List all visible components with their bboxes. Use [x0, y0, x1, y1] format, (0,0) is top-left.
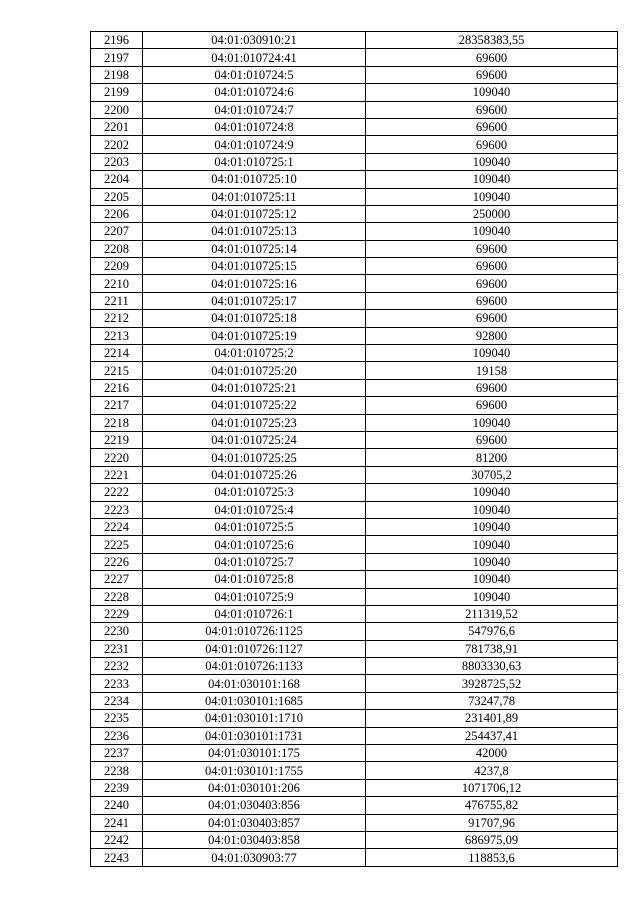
cadastral-number-cell: 04:01:010725:7 — [143, 553, 366, 570]
table-row — [91, 118, 618, 135]
cadastral-number-cell: 04:01:010726:1 — [143, 605, 366, 622]
row-number-cell: 2220 — [91, 449, 143, 466]
table-row — [91, 327, 618, 344]
table-row — [91, 153, 618, 170]
row-number-cell: 2238 — [91, 762, 143, 779]
cadastral-value-cell: 109040 — [366, 484, 618, 501]
cadastral-value-cell: 250000 — [366, 205, 618, 222]
cadastral-value-cell: 69600 — [366, 136, 618, 153]
cadastral-number-cell: 04:01:010725:9 — [143, 588, 366, 605]
cadastral-value-cell: 109040 — [366, 571, 618, 588]
table-row — [91, 49, 618, 66]
row-number-cell: 2228 — [91, 588, 143, 605]
cadastral-number-cell: 04:01:010725:16 — [143, 275, 366, 292]
cadastral-number-cell: 04:01:010725:14 — [143, 240, 366, 257]
cadastral-number-cell: 04:01:010725:5 — [143, 518, 366, 535]
cadastral-number-cell: 04:01:010724:41 — [143, 49, 366, 66]
table-row — [91, 136, 618, 153]
table-row — [91, 501, 618, 518]
table-row — [91, 310, 618, 327]
table-row — [91, 275, 618, 292]
row-number-cell: 2208 — [91, 240, 143, 257]
cadastral-value-cell: 69600 — [366, 240, 618, 257]
cadastral-value-cell: 69600 — [366, 275, 618, 292]
table-row — [91, 518, 618, 535]
cadastral-number-cell: 04:01:010725:2 — [143, 345, 366, 362]
cadastral-value-cell: 28358383,55 — [366, 32, 618, 49]
row-number-cell: 2209 — [91, 258, 143, 275]
row-number-cell: 2241 — [91, 814, 143, 831]
cadastral-number-cell: 04:01:010724:7 — [143, 101, 366, 118]
cadastral-value-cell: 73247,78 — [366, 692, 618, 709]
table-row — [91, 849, 618, 866]
row-number-cell: 2201 — [91, 118, 143, 135]
cadastral-value-cell: 109040 — [366, 188, 618, 205]
table-row — [91, 779, 618, 796]
row-number-cell: 2206 — [91, 205, 143, 222]
row-number-cell: 2200 — [91, 101, 143, 118]
cadastral-number-cell: 04:01:030101:168 — [143, 675, 366, 692]
cadastral-value-cell: 118853,6 — [366, 849, 618, 866]
cadastral-number-cell: 04:01:010724:8 — [143, 118, 366, 135]
row-number-cell: 2211 — [91, 292, 143, 309]
table-row — [91, 640, 618, 657]
cadastral-value-cell: 69600 — [366, 49, 618, 66]
cadastral-number-cell: 04:01:010725:20 — [143, 362, 366, 379]
table-row — [91, 101, 618, 118]
table-row — [91, 605, 618, 622]
table-row — [91, 397, 618, 414]
table-row — [91, 240, 618, 257]
cadastral-value-cell: 476755,82 — [366, 797, 618, 814]
cadastral-number-cell: 04:01:010724:9 — [143, 136, 366, 153]
table-row — [91, 536, 618, 553]
cadastral-value-cell: 69600 — [366, 310, 618, 327]
table-row — [91, 658, 618, 675]
cadastral-value-cell: 19158 — [366, 362, 618, 379]
cadastral-value-cell: 69600 — [366, 379, 618, 396]
table-row — [91, 831, 618, 848]
cadastral-value-cell: 109040 — [366, 345, 618, 362]
row-number-cell: 2243 — [91, 849, 143, 866]
cadastral-number-cell: 04:01:030101:206 — [143, 779, 366, 796]
cadastral-value-cell: 1071706,12 — [366, 779, 618, 796]
table-row — [91, 675, 618, 692]
row-number-cell: 2197 — [91, 49, 143, 66]
table-row — [91, 553, 618, 570]
row-number-cell: 2203 — [91, 153, 143, 170]
table-row — [91, 292, 618, 309]
table-row — [91, 379, 618, 396]
cadastral-value-cell: 109040 — [366, 414, 618, 431]
table-row — [91, 258, 618, 275]
row-number-cell: 2239 — [91, 779, 143, 796]
row-number-cell: 2213 — [91, 327, 143, 344]
cadastral-number-cell: 04:01:010725:18 — [143, 310, 366, 327]
cadastral-value-cell: 109040 — [366, 536, 618, 553]
cadastral-number-cell: 04:01:010725:3 — [143, 484, 366, 501]
cadastral-value-cell: 69600 — [366, 397, 618, 414]
row-number-cell: 2222 — [91, 484, 143, 501]
table-row — [91, 362, 618, 379]
cadastral-number-cell: 04:01:030403:858 — [143, 831, 366, 848]
cadastral-value-cell: 69600 — [366, 292, 618, 309]
row-number-cell: 2217 — [91, 397, 143, 414]
cadastral-value-cell: 69600 — [366, 258, 618, 275]
cadastral-value-cell: 4237,8 — [366, 762, 618, 779]
cadastral-value-cell: 109040 — [366, 171, 618, 188]
table-row — [91, 814, 618, 831]
cadastral-number-cell: 04:01:010724:6 — [143, 84, 366, 101]
cadastral-number-cell: 04:01:010725:6 — [143, 536, 366, 553]
row-number-cell: 2207 — [91, 223, 143, 240]
row-number-cell: 2231 — [91, 640, 143, 657]
cadastral-value-cell: 109040 — [366, 84, 618, 101]
table-row — [91, 623, 618, 640]
table-row — [91, 797, 618, 814]
table-row — [91, 205, 618, 222]
cadastral-value-cell: 81200 — [366, 449, 618, 466]
cadastral-number-cell: 04:01:010725:22 — [143, 397, 366, 414]
row-number-cell: 2234 — [91, 692, 143, 709]
row-number-cell: 2198 — [91, 66, 143, 83]
cadastral-number-cell: 04:01:010725:24 — [143, 431, 366, 448]
row-number-cell: 2224 — [91, 518, 143, 535]
cadastral-value-cell: 109040 — [366, 153, 618, 170]
cadastral-number-cell: 04:01:010725:26 — [143, 466, 366, 483]
table-row — [91, 571, 618, 588]
table-row — [91, 710, 618, 727]
table-row — [91, 692, 618, 709]
cadastral-number-cell: 04:01:030101:1685 — [143, 692, 366, 709]
table-row — [91, 32, 618, 49]
table-row — [91, 188, 618, 205]
table-row — [91, 345, 618, 362]
table-row — [91, 66, 618, 83]
row-number-cell: 2214 — [91, 345, 143, 362]
cadastral-number-cell: 04:01:010724:5 — [143, 66, 366, 83]
cadastral-value-cell: 109040 — [366, 518, 618, 535]
cadastral-number-cell: 04:01:010725:8 — [143, 571, 366, 588]
table-row — [91, 223, 618, 240]
table-row — [91, 484, 618, 501]
cadastral-value-cell: 109040 — [366, 553, 618, 570]
cadastral-number-cell: 04:01:010725:19 — [143, 327, 366, 344]
row-number-cell: 2229 — [91, 605, 143, 622]
cadastral-value-cell: 69600 — [366, 66, 618, 83]
cadastral-value-cell: 781738,91 — [366, 640, 618, 657]
table-row — [91, 431, 618, 448]
cadastral-value-cell: 211319,52 — [366, 605, 618, 622]
row-number-cell: 2196 — [91, 32, 143, 49]
cadastral-number-cell: 04:01:030903:77 — [143, 849, 366, 866]
cadastral-value-cell: 42000 — [366, 745, 618, 762]
row-number-cell: 2210 — [91, 275, 143, 292]
cadastral-value-cell: 69600 — [366, 431, 618, 448]
cadastral-number-cell: 04:01:030403:856 — [143, 797, 366, 814]
cadastral-number-cell: 04:01:010725:4 — [143, 501, 366, 518]
row-number-cell: 2219 — [91, 431, 143, 448]
cadastral-value-cell: 254437,41 — [366, 727, 618, 744]
cadastral-number-cell: 04:01:030101:175 — [143, 745, 366, 762]
cadastral-number-cell: 04:01:010725:12 — [143, 205, 366, 222]
row-number-cell: 2199 — [91, 84, 143, 101]
row-number-cell: 2218 — [91, 414, 143, 431]
cadastral-value-table — [90, 31, 618, 867]
row-number-cell: 2221 — [91, 466, 143, 483]
row-number-cell: 2205 — [91, 188, 143, 205]
cadastral-number-cell: 04:01:010725:13 — [143, 223, 366, 240]
cadastral-number-cell: 04:01:010725:25 — [143, 449, 366, 466]
row-number-cell: 2204 — [91, 171, 143, 188]
cadastral-number-cell: 04:01:010725:11 — [143, 188, 366, 205]
table-row — [91, 588, 618, 605]
row-number-cell: 2226 — [91, 553, 143, 570]
row-number-cell: 2212 — [91, 310, 143, 327]
row-number-cell: 2230 — [91, 623, 143, 640]
row-number-cell: 2240 — [91, 797, 143, 814]
cadastral-number-cell: 04:01:030403:857 — [143, 814, 366, 831]
cadastral-value-cell: 686975,09 — [366, 831, 618, 848]
cadastral-number-cell: 04:01:030101:1755 — [143, 762, 366, 779]
table-row — [91, 466, 618, 483]
table-row — [91, 449, 618, 466]
table-row — [91, 762, 618, 779]
table-row — [91, 727, 618, 744]
row-number-cell: 2237 — [91, 745, 143, 762]
table-row — [91, 171, 618, 188]
table-row — [91, 414, 618, 431]
cadastral-number-cell: 04:01:010726:1127 — [143, 640, 366, 657]
cadastral-value-cell: 109040 — [366, 588, 618, 605]
row-number-cell: 2216 — [91, 379, 143, 396]
cadastral-number-cell: 04:01:010725:17 — [143, 292, 366, 309]
cadastral-value-cell: 30705,2 — [366, 466, 618, 483]
cadastral-number-cell: 04:01:010725:15 — [143, 258, 366, 275]
cadastral-number-cell: 04:01:010726:1133 — [143, 658, 366, 675]
cadastral-value-cell: 69600 — [366, 101, 618, 118]
row-number-cell: 2215 — [91, 362, 143, 379]
row-number-cell: 2202 — [91, 136, 143, 153]
cadastral-number-cell: 04:01:010725:23 — [143, 414, 366, 431]
cadastral-value-cell: 8803330,63 — [366, 658, 618, 675]
cadastral-value-cell: 69600 — [366, 118, 618, 135]
row-number-cell: 2223 — [91, 501, 143, 518]
cadastral-number-cell: 04:01:010725:21 — [143, 379, 366, 396]
cadastral-value-cell: 92800 — [366, 327, 618, 344]
cadastral-number-cell: 04:01:030910:21 — [143, 32, 366, 49]
cadastral-number-cell: 04:01:030101:1710 — [143, 710, 366, 727]
row-number-cell: 2232 — [91, 658, 143, 675]
row-number-cell: 2225 — [91, 536, 143, 553]
cadastral-number-cell: 04:01:010725:10 — [143, 171, 366, 188]
cadastral-value-cell: 109040 — [366, 501, 618, 518]
cadastral-number-cell: 04:01:030101:1731 — [143, 727, 366, 744]
cadastral-value-cell: 547976,6 — [366, 623, 618, 640]
table-row — [91, 84, 618, 101]
table-row — [91, 745, 618, 762]
row-number-cell: 2236 — [91, 727, 143, 744]
cadastral-value-cell: 91707,96 — [366, 814, 618, 831]
cadastral-value-cell: 3928725,52 — [366, 675, 618, 692]
cadastral-number-cell: 04:01:010726:1125 — [143, 623, 366, 640]
row-number-cell: 2235 — [91, 710, 143, 727]
row-number-cell: 2242 — [91, 831, 143, 848]
cadastral-value-cell: 109040 — [366, 223, 618, 240]
table-body — [91, 32, 618, 867]
row-number-cell: 2227 — [91, 571, 143, 588]
cadastral-value-cell: 231401,89 — [366, 710, 618, 727]
row-number-cell: 2233 — [91, 675, 143, 692]
cadastral-number-cell: 04:01:010725:1 — [143, 153, 366, 170]
